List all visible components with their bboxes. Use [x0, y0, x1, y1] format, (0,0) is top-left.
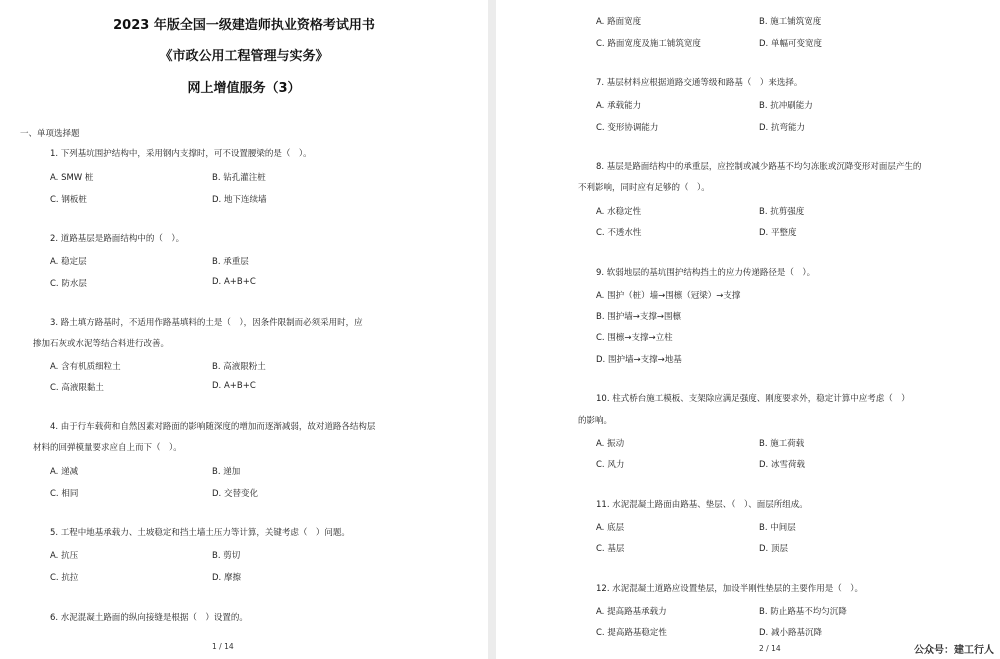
option-q4-c: C. 相同 — [50, 489, 79, 499]
option-q1-d: D. 地下连续墙 — [212, 195, 267, 205]
option-q11-b: B. 中间层 — [759, 523, 796, 533]
option-q11-d: D. 顶层 — [759, 544, 788, 554]
question-8-line1: 8. 基层是路面结构中的承重层，应控制或减少路基不均匀冻胀或沉降变形对面层产生的 — [596, 162, 922, 172]
question-10-line1: 10. 柱式桥台施工模板、支架除应满足强度、刚度要求外，稳定计算中应考虑（ ） — [596, 394, 910, 404]
option-q7-c: C. 变形协调能力 — [596, 123, 659, 133]
option-q6-d: D. 单幅可变宽度 — [759, 39, 822, 49]
question-10-line2: 的影响。 — [578, 416, 613, 426]
option-q4-d: D. 交替变化 — [212, 489, 258, 499]
option-q9-a: A. 围护（桩）墙→围檩（冠梁）→支撑 — [596, 291, 741, 301]
option-q10-a: A. 振动 — [596, 439, 625, 449]
option-q5-b: B. 剪切 — [212, 551, 241, 561]
doc-title-line1: 2023 年版全国一级建造师执业资格考试用书 — [113, 18, 375, 33]
option-q9-c: C. 围檩→支撑→立柱 — [596, 333, 673, 343]
option-q8-c: C. 不透水性 — [596, 228, 642, 238]
option-q8-a: A. 水稳定性 — [596, 207, 642, 217]
option-q3-a: A. 含有机质细粒土 — [50, 362, 121, 372]
option-q4-a: A. 递减 — [50, 467, 79, 477]
question-5: 5. 工程中地基承载力、土坡稳定和挡土墙土压力等计算，关键考虑（ ）问题。 — [50, 528, 350, 538]
doc-title-line2: 《市政公用工程管理与实务》 — [159, 49, 329, 64]
option-q6-b: B. 施工铺筑宽度 — [759, 17, 822, 27]
option-q6-c: C. 路面宽度及施工铺筑宽度 — [596, 39, 701, 49]
option-q7-b: B. 抗冲刷能力 — [759, 101, 813, 111]
doc-title-line3: 网上增值服务（3） — [187, 81, 301, 96]
option-q12-b: B. 防止路基不均匀沉降 — [759, 607, 847, 617]
page-number: 1 / 14 — [212, 642, 234, 651]
question-1: 1. 下列基坑围护结构中，采用钢内支撑时，可不设置腰梁的是（ ）。 — [50, 149, 312, 159]
question-2: 2. 道路基层是路面结构中的（ ）。 — [50, 234, 185, 244]
option-q3-b: B. 高液限粉土 — [212, 362, 266, 372]
question-4-line1: 4. 由于行车载荷和自然因素对路面的影响随深度的增加而逐渐减弱，故对道路各结构层 — [50, 422, 376, 432]
option-q2-d: D. A+B+C — [212, 277, 256, 287]
option-q8-d: D. 平整度 — [759, 228, 797, 238]
option-q5-a: A. 抗压 — [50, 551, 79, 561]
option-q12-d: D. 减小路基沉降 — [759, 628, 822, 638]
option-q2-c: C. 防水层 — [50, 279, 87, 289]
question-3-line1: 3. 路土填方路基时，不适用作路基填料的土是（ ），因条件限制而必须采用时，应 — [50, 318, 363, 328]
section-title: 一、单项选择题 — [20, 129, 80, 139]
option-q8-b: B. 抗剪强度 — [759, 207, 805, 217]
option-q1-c: C. 钢板桩 — [50, 195, 87, 205]
option-q4-b: B. 递加 — [212, 467, 241, 477]
document-page-2 — [496, 0, 1000, 659]
option-q1-a: A. SMW 桩 — [50, 173, 94, 183]
question-4-line2: 材料的回弹模量要求应自上而下（ ）。 — [33, 443, 182, 453]
page-number: 2 / 14 — [759, 644, 781, 653]
question-3-line2: 掺加石灰或水泥等结合料进行改善。 — [33, 339, 170, 349]
option-q3-d: D. A+B+C — [212, 381, 256, 391]
option-q11-a: A. 底层 — [596, 523, 625, 533]
watermark: 公众号：建工行人 — [914, 645, 994, 656]
option-q7-a: A. 承载能力 — [596, 101, 642, 111]
question-9: 9. 软弱地层的基坑围护结构挡土的应力传递路径是（ ）。 — [596, 268, 816, 278]
option-q6-a: A. 路面宽度 — [596, 17, 642, 27]
option-q1-b: B. 钻孔灌注桩 — [212, 173, 266, 183]
option-q10-b: B. 施工荷载 — [759, 439, 805, 449]
document-page-1 — [0, 0, 488, 659]
question-8-line2: 不利影响，同时应有足够的（ ）。 — [578, 183, 710, 193]
question-6: 6. 水泥混凝土路面的纵向接缝是根据（ ）设置的。 — [50, 613, 248, 623]
question-11: 11. 水泥混凝土路面由路基、垫层、（ ）、面层所组成。 — [596, 500, 808, 510]
option-q2-b: B. 承重层 — [212, 257, 249, 267]
question-7: 7. 基层材料应根据道路交通等级和路基（ ）来选择。 — [596, 78, 803, 88]
option-q5-d: D. 摩擦 — [212, 573, 241, 583]
option-q3-c: C. 高液限黏土 — [50, 383, 104, 393]
option-q10-c: C. 风力 — [596, 460, 625, 470]
option-q7-d: D. 抗弯能力 — [759, 123, 805, 133]
option-q12-c: C. 提高路基稳定性 — [596, 628, 667, 638]
option-q12-a: A. 提高路基承载力 — [596, 607, 667, 617]
option-q5-c: C. 抗拉 — [50, 573, 79, 583]
option-q10-d: D. 冰雪荷载 — [759, 460, 805, 470]
option-q9-b: B. 围护墙→支撑→围檩 — [596, 312, 681, 322]
question-12: 12. 水泥混凝土道路应设置垫层，加设半刚性垫层的主要作用是（ ）。 — [596, 584, 863, 594]
option-q2-a: A. 稳定层 — [50, 257, 87, 267]
option-q11-c: C. 基层 — [596, 544, 625, 554]
option-q9-d: D. 围护墙→支撑→地基 — [596, 355, 682, 365]
